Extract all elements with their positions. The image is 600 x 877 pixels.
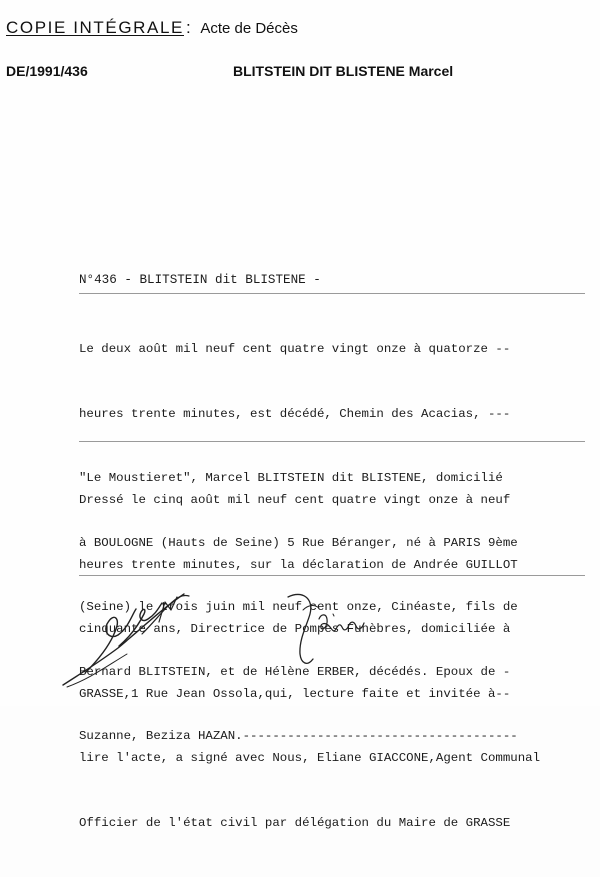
deceased-name: BLITSTEIN DIT BLISTENE Marcel	[233, 63, 454, 79]
death-line: (Seine) le trois juin mil neuf cent onze, Cinéaste, fils de	[79, 600, 518, 614]
declaration-line: heures trente minutes, sur la déclaration de Andrée GUILLOT	[79, 557, 518, 572]
act-type: Acte de Décès	[200, 20, 298, 37]
death-line: "Le Moustieret", Marcel BLITSTEIN dit BLISTENE, domicilié	[79, 471, 503, 485]
document-title: COPIE INTÉGRALE	[6, 18, 184, 37]
death-line: à BOULOGNE (Hauts de Seine) 5 Rue Béranger, né à PARIS 9ème	[79, 535, 518, 550]
death-line: Le deux août mil neuf cent quatre vingt onze à quatorze --	[79, 342, 511, 356]
death-line: Suzanne, Beziza HAZAN.-------------------------------------	[79, 729, 518, 743]
declaration-line: cinquante ans, Directrice de Pompes Funèbres, domiciliée à	[79, 622, 511, 636]
declaration-line: lire l'acte, a signé avec Nous, Eliane GIACCONE,Agent Communal	[79, 751, 541, 765]
record-reference-number: DE/1991/436	[6, 63, 88, 79]
copy-heading	[6, 18, 298, 38]
act-heading: N°436 - BLITSTEIN dit BLISTENE -	[79, 273, 321, 287]
declaration-line: GRASSE,1 Rue Jean Ossola,qui, lecture faite et invitée à--	[79, 686, 511, 701]
declarant-signature	[58, 584, 208, 699]
form-rule-top	[79, 293, 585, 294]
declaration-line: Dressé le cinq août mil neuf cent quatre vingt onze à neuf	[79, 493, 511, 507]
title-separator: :	[185, 18, 193, 37]
officer-signature	[265, 580, 385, 675]
death-line: heures trente minutes, est décédé, Chemin des Acacias, ---	[79, 406, 511, 421]
declaration-line: Officier de l'état civil par délégation du Maire de GRASSE	[79, 815, 511, 830]
death-line: Bernard BLITSTEIN, et de Hélène ERBER, décédés. Epoux de -	[79, 664, 511, 679]
